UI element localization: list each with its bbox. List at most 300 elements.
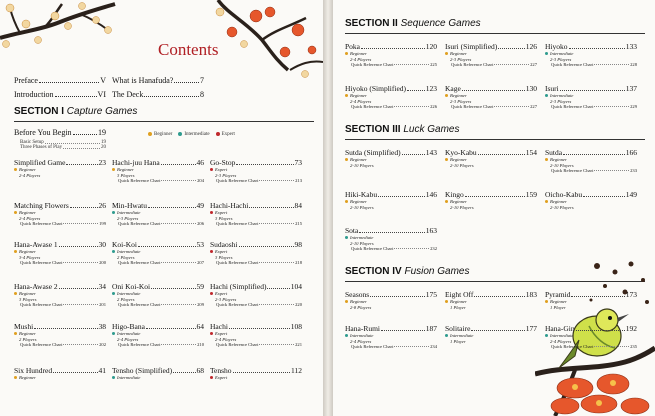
difficulty-legend (148, 132, 235, 137)
quick-reference-entry[interactable] (14, 302, 106, 308)
toc-subentry-title: Basic Setup (20, 140, 44, 145)
toc-entry-game[interactable] (545, 42, 637, 68)
game-title: Sutda (Simplified) (345, 148, 401, 157)
toc-entry-game[interactable] (445, 324, 537, 344)
quick-reference-entry[interactable] (112, 342, 204, 348)
beginner-dot-icon (345, 52, 348, 55)
quick-reference-entry[interactable] (112, 221, 204, 227)
qr-page: 200 (99, 260, 106, 266)
game-title: Higo-Bana (112, 322, 145, 331)
qr-label: Quick Reference Chart (351, 246, 394, 252)
player-count: 2-4 Players (19, 215, 41, 221)
qr-label: Quick Reference Chart (20, 342, 63, 348)
quick-reference-entry[interactable] (545, 168, 637, 174)
player-count: 2-3 Players (550, 98, 572, 104)
game-title: Hachi (Simplified) (210, 282, 267, 291)
difficulty-level: Expert (215, 291, 228, 296)
qr-page: 207 (197, 260, 204, 266)
toc-entry-page: VI (97, 90, 106, 99)
toc-entry-game[interactable] (445, 148, 537, 168)
expert-dot-icon (210, 168, 213, 171)
game-page: 183 (525, 290, 537, 299)
qr-page: 233 (630, 168, 637, 174)
quick-reference-entry[interactable] (545, 104, 637, 110)
legend-beginner: Beginner (154, 132, 173, 138)
difficulty-level: Expert (215, 331, 228, 336)
intermediate-dot-icon (178, 132, 182, 136)
toc-entry-page: 8 (200, 90, 204, 99)
game-title: Solitaire (445, 324, 471, 333)
section-heading (14, 106, 137, 117)
before-you-begin-subsections (20, 140, 106, 150)
player-count: 2-4 Players (19, 172, 41, 178)
toc-entry-introduction[interactable] (14, 90, 106, 99)
difficulty-level: Beginner (450, 157, 467, 162)
qr-page: 213 (295, 178, 302, 184)
quick-reference-entry[interactable] (210, 302, 302, 308)
section-label: SECTION I (14, 106, 65, 117)
player-count: 2-10 Players (350, 162, 374, 168)
qr-page: 201 (99, 302, 106, 308)
player-count: 2-3 Players (117, 215, 139, 221)
quick-reference-entry[interactable] (14, 260, 106, 266)
toc-entry-page: 19 (98, 128, 106, 137)
player-count: 2-8 Players (350, 304, 372, 310)
expert-dot-icon (216, 132, 220, 136)
game-page: 149 (625, 190, 637, 199)
game-page: 137 (625, 84, 637, 93)
player-count: 2-10 Players (350, 204, 374, 210)
difficulty-level: Beginner (550, 299, 567, 304)
right-page (333, 0, 655, 416)
difficulty-level: Beginner (450, 199, 467, 204)
toc-subentry-page: 19 (101, 140, 106, 145)
intermediate-dot-icon (545, 334, 548, 337)
player-count: 2-4 Players (350, 56, 372, 62)
difficulty-level: Expert (215, 210, 228, 215)
game-page: 133 (625, 42, 637, 51)
toc-entry-what-is-hanafuda[interactable] (112, 76, 204, 85)
section-label: SECTION IV (345, 266, 402, 277)
toc-entry-title: Before You Begin (14, 128, 72, 137)
difficulty-level: Beginner (19, 291, 36, 296)
toc-entry-game[interactable] (210, 282, 302, 308)
qr-label: Quick Reference Chart (551, 62, 594, 68)
intermediate-dot-icon (112, 292, 115, 295)
game-page: 130 (525, 84, 537, 93)
game-title: Simplified Game (14, 158, 66, 167)
toc-entry-game[interactable] (210, 201, 302, 227)
qr-label: Quick Reference Chart (351, 344, 394, 350)
quick-reference-entry[interactable] (14, 342, 106, 348)
player-count: 1 Player (450, 304, 466, 310)
toc-subentry-page: 20 (101, 145, 106, 150)
quick-reference-entry[interactable] (545, 62, 637, 68)
game-title: Oicho-Kabu (545, 190, 583, 199)
qr-label: Quick Reference Chart (20, 260, 63, 266)
game-title: Eight Off (445, 290, 474, 299)
beginner-dot-icon (445, 300, 448, 303)
game-title: Mushi (14, 322, 34, 331)
toc-entry-game[interactable] (345, 190, 437, 210)
toc-entry-game[interactable] (112, 240, 204, 266)
toc-entry-game[interactable] (14, 240, 106, 266)
section-label: SECTION II (345, 18, 398, 29)
player-count: 2-3 Players (450, 56, 472, 62)
toc-entry-game[interactable] (14, 322, 106, 348)
qr-page: 218 (295, 260, 302, 266)
quick-reference-entry[interactable] (210, 342, 302, 348)
qr-label: Quick Reference Chart (118, 260, 161, 266)
game-page: 84 (294, 201, 302, 210)
toc-entry-game[interactable] (545, 290, 637, 310)
qr-label: Quick Reference Chart (118, 221, 161, 227)
game-title: Pyramid (545, 290, 571, 299)
section-name: Luck Games (403, 124, 460, 135)
qr-page: 235 (630, 344, 637, 350)
toc-entry-game[interactable] (112, 366, 204, 381)
game-title: Isuri (545, 84, 559, 93)
difficulty-level: Beginner (19, 375, 36, 380)
toc-entry-game[interactable] (210, 240, 302, 266)
qr-page: 226 (430, 104, 437, 110)
quick-reference-entry[interactable] (545, 344, 637, 350)
toc-entry-game[interactable] (545, 148, 637, 174)
beginner-dot-icon (445, 200, 448, 203)
difficulty-level: Intermediate (350, 333, 374, 338)
player-count: 2-4 Players (215, 336, 237, 342)
expert-dot-icon (210, 376, 213, 379)
intermediate-dot-icon (545, 94, 548, 97)
toc-entry-before-you-begin[interactable] (14, 128, 106, 137)
beginner-dot-icon (445, 94, 448, 97)
beginner-dot-icon (345, 200, 348, 203)
game-title: Koi-Koi (112, 240, 137, 249)
qr-label: Quick Reference Chart (551, 168, 594, 174)
game-title: Hana-Awase 2 (14, 282, 58, 291)
toc-entry-page: V (100, 76, 106, 85)
qr-page: 228 (630, 62, 637, 68)
toc-entry-game[interactable] (445, 42, 537, 68)
beginner-dot-icon (445, 52, 448, 55)
section-rule (345, 139, 645, 140)
beginner-dot-icon (545, 200, 548, 203)
game-title: Seasons (345, 290, 370, 299)
intermediate-dot-icon (112, 211, 115, 214)
game-page: 173 (625, 290, 637, 299)
game-page: 53 (196, 240, 204, 249)
game-title: Kingo (445, 190, 464, 199)
player-count: 2-4 Players (350, 338, 372, 344)
toc-entry-game[interactable] (345, 324, 437, 350)
difficulty-level: Beginner (19, 331, 36, 336)
toc-entry-game[interactable] (210, 366, 302, 381)
game-page: 68 (196, 366, 204, 375)
toc-entry-preface[interactable] (14, 76, 106, 85)
game-title: Min-Hwatu (112, 201, 147, 210)
game-page: 34 (98, 282, 106, 291)
toc-entry-game[interactable] (545, 84, 637, 110)
game-title: Kyo-Kabu (445, 148, 477, 157)
player-count: 3 Players (19, 296, 37, 302)
difficulty-level: Beginner (350, 199, 367, 204)
game-title: Go-Stop (210, 158, 236, 167)
quick-reference-entry[interactable] (210, 260, 302, 266)
section-name: Capture Games (66, 106, 138, 117)
difficulty-level: Intermediate (117, 291, 141, 296)
player-count: 3 Players (215, 215, 233, 221)
beginner-dot-icon (345, 94, 348, 97)
toc-entry-title: What is Hanafuda? (112, 76, 174, 85)
qr-page: 209 (197, 302, 204, 308)
game-page: 38 (98, 322, 106, 331)
game-page: 49 (196, 201, 204, 210)
player-count: 2 Players (117, 296, 135, 302)
beginner-dot-icon (14, 211, 17, 214)
qr-label: Quick Reference Chart (118, 342, 161, 348)
toc-entry-game[interactable] (14, 201, 106, 227)
game-title: Sudaoshi (210, 240, 238, 249)
game-page: 73 (294, 158, 302, 167)
game-page: 166 (625, 148, 637, 157)
difficulty-level: Beginner (350, 93, 367, 98)
game-title: Six Hundred (14, 366, 53, 375)
quick-reference-entry[interactable] (445, 104, 537, 110)
player-count: 2-3 Players (215, 296, 237, 302)
difficulty-level: Beginner (350, 299, 367, 304)
toc-entry-game[interactable] (112, 282, 204, 308)
game-title: Hiyoko (Simplified) (345, 84, 407, 93)
game-page: 108 (290, 322, 302, 331)
player-count: 2-3 Players (550, 56, 572, 62)
toc-entry-game[interactable] (210, 158, 302, 184)
beginner-dot-icon (148, 132, 152, 136)
toc-entry-game[interactable] (445, 290, 537, 310)
game-page: 143 (425, 148, 437, 157)
game-title: Isuri (Simplified) (445, 42, 498, 51)
player-count: 2-3 Players (215, 172, 237, 178)
section-rule (345, 33, 645, 34)
difficulty-level: Beginner (450, 51, 467, 56)
player-count: 2-4 Players (117, 336, 139, 342)
legend-expert: Expert (221, 132, 235, 138)
game-title: Hachi (210, 322, 228, 331)
quick-reference-entry[interactable] (210, 221, 302, 227)
toc-entry-title: Preface (14, 76, 38, 85)
toc-entry-game[interactable] (345, 148, 437, 168)
player-count: 3 Players (117, 172, 135, 178)
expert-dot-icon (210, 292, 213, 295)
game-page: 112 (291, 366, 302, 375)
toc-entry-game[interactable] (445, 190, 537, 210)
player-count: 3 Players (215, 254, 233, 260)
beginner-dot-icon (14, 376, 17, 379)
beginner-dot-icon (14, 292, 17, 295)
qr-page: 215 (295, 221, 302, 227)
qr-page: 227 (530, 104, 537, 110)
game-title: Tensho (Simplified) (112, 366, 173, 375)
game-page: 41 (98, 366, 106, 375)
game-page: 123 (425, 84, 437, 93)
quick-reference-entry[interactable] (345, 62, 437, 68)
expert-dot-icon (210, 250, 213, 253)
game-page: 175 (425, 290, 437, 299)
game-page: 46 (196, 158, 204, 167)
toc-entry-title: The Deck (112, 90, 144, 99)
qr-label: Quick Reference Chart (216, 221, 259, 227)
qr-label: Quick Reference Chart (351, 104, 394, 110)
qr-label: Quick Reference Chart (551, 104, 594, 110)
toc-entry-game[interactable] (545, 324, 637, 350)
toc-entry-page: 7 (200, 76, 204, 85)
player-count: 2-4 Players (550, 338, 572, 344)
intermediate-dot-icon (112, 332, 115, 335)
toc-subentry[interactable] (20, 145, 106, 150)
game-page: 59 (196, 282, 204, 291)
intermediate-dot-icon (345, 334, 348, 337)
difficulty-level: Beginner (19, 210, 36, 215)
quick-reference-entry[interactable] (112, 302, 204, 308)
game-title: Sutda (545, 148, 563, 157)
difficulty-level: Beginner (550, 199, 567, 204)
toc-entry-game[interactable] (210, 322, 302, 348)
section-heading (345, 266, 470, 277)
intermediate-dot-icon (445, 334, 448, 337)
toc-entry-game[interactable] (345, 226, 437, 252)
toc-entry-game[interactable] (14, 282, 106, 308)
toc-entry-game[interactable] (445, 84, 537, 110)
player-count: 2-4 Players (350, 98, 372, 104)
qr-page: 210 (197, 342, 204, 348)
quick-reference-entry[interactable] (445, 62, 537, 68)
quick-reference-entry[interactable] (210, 178, 302, 184)
qr-page: 229 (630, 104, 637, 110)
toc-entry-game[interactable] (545, 190, 637, 210)
difficulty-level: Beginner (19, 167, 36, 172)
left-page (0, 0, 323, 416)
game-page: 163 (425, 226, 437, 235)
quick-reference-entry[interactable] (112, 260, 204, 266)
qr-page: 225 (430, 62, 437, 68)
game-page: 30 (98, 240, 106, 249)
qr-label: Quick Reference Chart (216, 302, 259, 308)
toc-entry-game[interactable] (345, 42, 437, 68)
game-page: 187 (425, 324, 437, 333)
qr-page: 227 (530, 62, 537, 68)
qr-page: 232 (430, 246, 437, 252)
player-count: 1 Player (550, 304, 566, 310)
intermediate-dot-icon (112, 250, 115, 253)
game-title: Hana-Rumi (345, 324, 380, 333)
qr-page: 199 (99, 221, 106, 227)
toc-entry-game[interactable] (14, 158, 106, 178)
qr-label: Quick Reference Chart (351, 62, 394, 68)
game-page: 104 (290, 282, 302, 291)
qr-label: Quick Reference Chart (451, 62, 494, 68)
quick-reference-entry[interactable] (345, 246, 437, 252)
game-page: 64 (196, 322, 204, 331)
quick-reference-entry[interactable] (345, 344, 437, 350)
page-title: Contents (158, 40, 219, 59)
player-count: 2-10 Players (450, 204, 474, 210)
toc-entry-title: Introduction (14, 90, 54, 99)
difficulty-level: Beginner (350, 157, 367, 162)
difficulty-level: Expert (215, 167, 228, 172)
quick-reference-entry[interactable] (345, 104, 437, 110)
game-page: 159 (525, 190, 537, 199)
player-count: 2-10 Players (550, 204, 574, 210)
difficulty-level: Intermediate (450, 333, 474, 338)
qr-page: 234 (430, 344, 437, 350)
player-count: 1 Player (450, 338, 466, 344)
toc-entry-the-deck[interactable] (112, 90, 204, 99)
difficulty-level: Intermediate (117, 249, 141, 254)
game-page: 98 (294, 240, 302, 249)
toc-subentry-title: Three Phases of Play (20, 145, 63, 150)
game-title: Hiki-Kabu (345, 190, 378, 199)
difficulty-level: Intermediate (550, 51, 574, 56)
qr-label: Quick Reference Chart (20, 302, 63, 308)
difficulty-level: Expert (215, 375, 228, 380)
section-label: SECTION III (345, 124, 401, 135)
toc-entry-game[interactable] (345, 84, 437, 110)
player-count: 3-4 Players (19, 254, 41, 260)
beginner-dot-icon (445, 158, 448, 161)
beginner-dot-icon (345, 300, 348, 303)
qr-page: 204 (197, 178, 204, 184)
expert-dot-icon (210, 211, 213, 214)
quick-reference-entry[interactable] (112, 178, 204, 184)
section-rule (14, 121, 314, 122)
difficulty-level: Intermediate (350, 235, 374, 240)
section-name: Sequence Games (400, 18, 481, 29)
toc-entry-game[interactable] (112, 158, 204, 184)
intermediate-dot-icon (112, 376, 115, 379)
quick-reference-entry[interactable] (14, 221, 106, 227)
game-title: Matching Flowers (14, 201, 69, 210)
game-title: Hana-Awase 1 (14, 240, 58, 249)
player-count: 2 Players (117, 254, 135, 260)
expert-dot-icon (210, 332, 213, 335)
toc-entry-game[interactable] (14, 366, 106, 381)
toc-entry-game[interactable] (345, 290, 437, 310)
beginner-dot-icon (14, 250, 17, 253)
game-title: Poka (345, 42, 360, 51)
beginner-dot-icon (14, 332, 17, 335)
toc-entry-game[interactable] (112, 201, 204, 227)
beginner-dot-icon (14, 168, 17, 171)
player-count: 2-3 Players (450, 98, 472, 104)
difficulty-level: Intermediate (550, 333, 574, 338)
game-page: 177 (525, 324, 537, 333)
section-heading (345, 18, 481, 29)
qr-label: Quick Reference Chart (451, 104, 494, 110)
qr-label: Quick Reference Chart (216, 260, 259, 266)
book-gutter (323, 0, 333, 416)
game-page: 26 (98, 201, 106, 210)
difficulty-level: Intermediate (117, 331, 141, 336)
qr-label: Quick Reference Chart (551, 344, 594, 350)
section-name: Fusion Games (404, 266, 470, 277)
intermediate-dot-icon (545, 52, 548, 55)
difficulty-level: Beginner (350, 51, 367, 56)
difficulty-level: Beginner (450, 299, 467, 304)
difficulty-level: Beginner (117, 167, 134, 172)
game-title: Tensho (210, 366, 232, 375)
qr-label: Quick Reference Chart (118, 302, 161, 308)
toc-entry-game[interactable] (112, 322, 204, 348)
game-title: Hana-Gin (545, 324, 575, 333)
